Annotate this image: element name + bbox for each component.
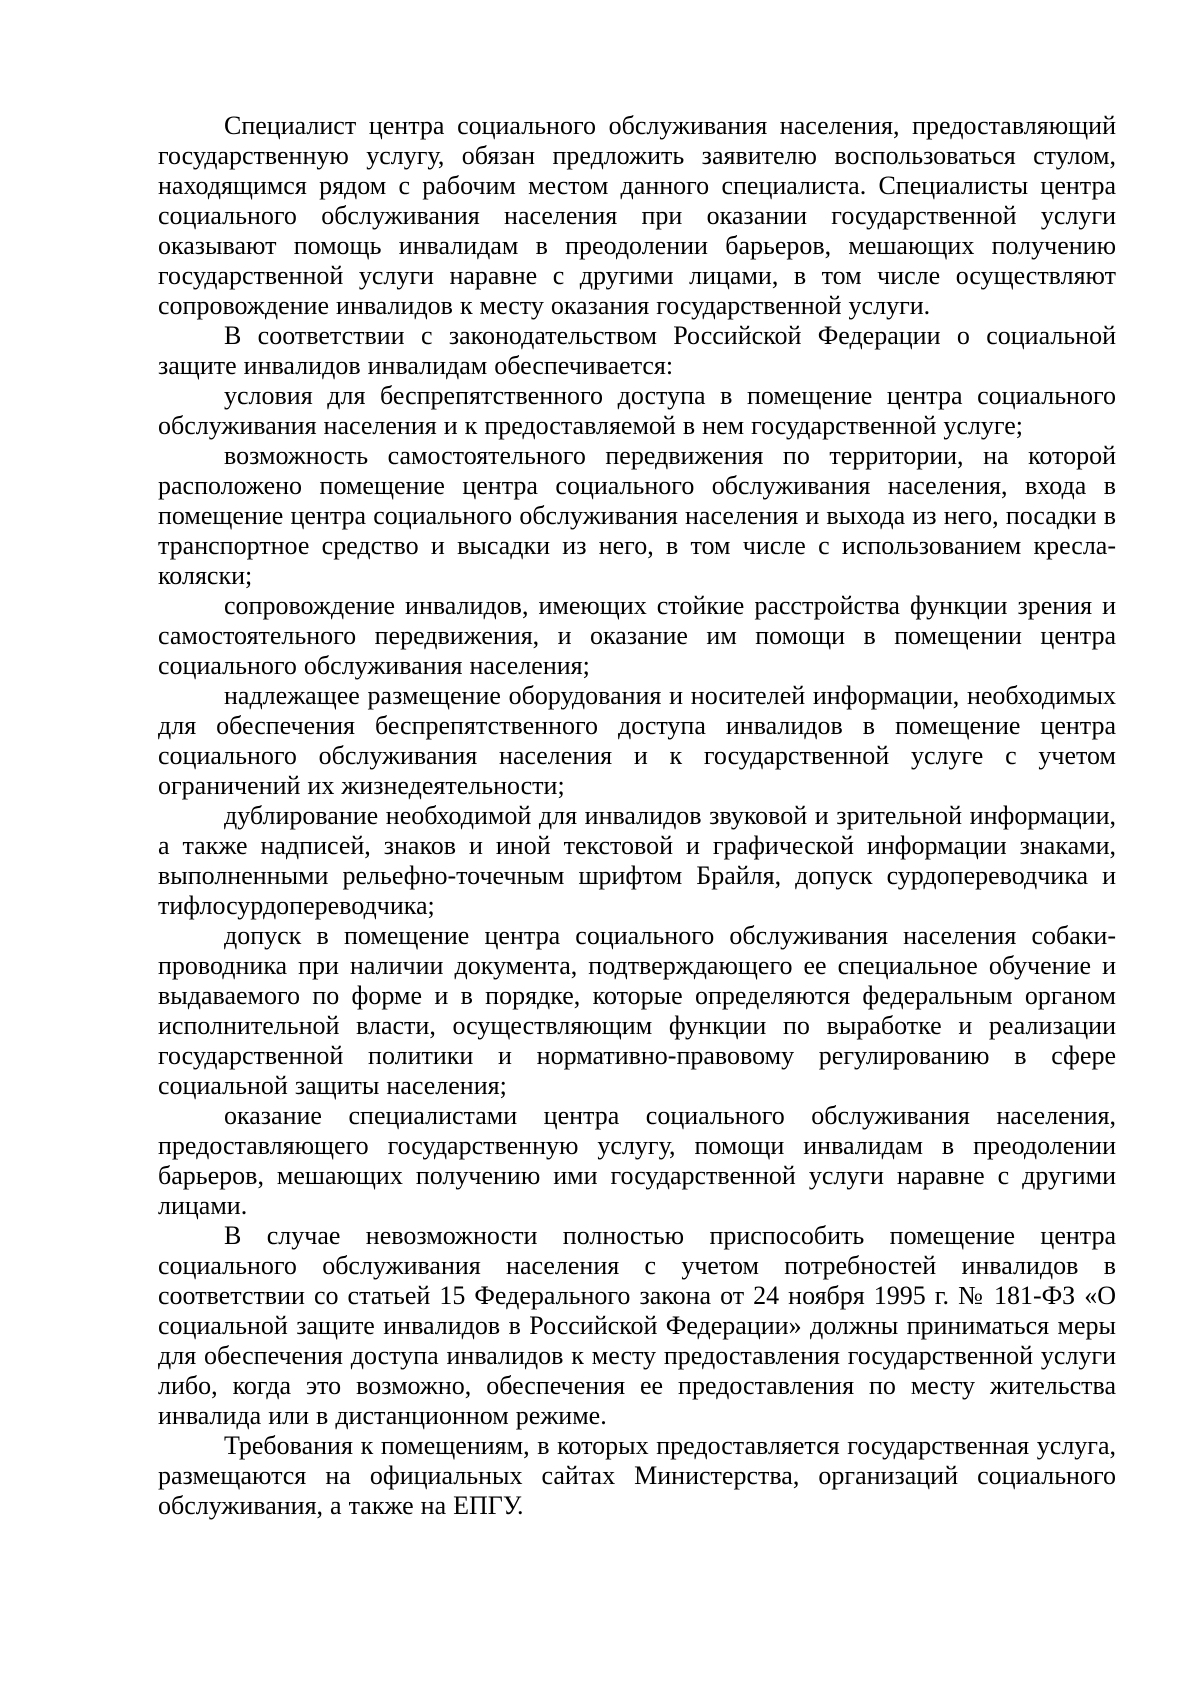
paragraph: условия для беспрепятственного доступа в помещение центра социального обслуживания населения и к предоставляемой в нем государственной услуге;: [158, 381, 1116, 440]
paragraph: Специалист центра социального обслуживания населения, предоставляющий государственную услугу, обязан предложить заявителю воспользоваться стулом, находящимся рядом с рабочим местом данного специалиста. Специалисты центра социального обслуживания населения при оказании государственной услуги оказывают помощь инвалидам в преодолении барьеров, мешающих получению государственной услуги наравне с другими лицами, в том числе осуществляют сопровождение инвалидов к месту оказания государственной услуги.: [158, 111, 1116, 320]
paragraph: дублирование необходимой для инвалидов звуковой и зрительной информации, а также надписей, знаков и иной текстовой и графической информации знаками, выполненными рельефно-точечным шрифтом Брайля, допуск сурдопереводчика и тифлосурдопереводчика;: [158, 801, 1116, 920]
paragraph: Требования к помещениям, в которых предоставляется государственная услуга, размещаются на официальных сайтах Министерства, организаций социального обслуживания, а также на ЕПГУ.: [158, 1431, 1116, 1520]
paragraph: В случае невозможности полностью приспособить помещение центра социального обслуживания населения с учетом потребностей инвалидов в соответствии со статьей 15 Федерального закона от 24 ноября 1995 г. № 181-ФЗ «О социальной защите инвалидов в Российской Федерации» должны приниматься меры для обеспечения доступа инвалидов к месту предоставления государственной услуги либо, когда это возможно, обеспечения ее предоставления по месту жительства инвалида или в дистанционном режиме.: [158, 1221, 1116, 1430]
paragraph: В соответствии с законодательством Российской Федерации о социальной защите инвалидов инвалидам обеспечивается:: [158, 321, 1116, 380]
paragraph: возможность самостоятельного передвижения по территории, на которой расположено помещение центра социального обслуживания населения, входа в помещение центра социального обслуживания населения и выхода из него, посадки в транспортное средство и высадки из него, в том числе с использованием кресла-коляски;: [158, 441, 1116, 590]
paragraph: оказание специалистами центра социального обслуживания населения, предоставляющего государственную услугу, помощи инвалидам в преодолении барьеров, мешающих получению ими государственной услуги наравне с другими лицами.: [158, 1101, 1116, 1220]
paragraph: надлежащее размещение оборудования и носителей информации, необходимых для обеспечения беспрепятственного доступа инвалидов в помещение центра социального обслуживания населения и к государственной услуге с учетом ограничений их жизнедеятельности;: [158, 681, 1116, 800]
document-body: [158, 111, 1116, 1521]
paragraph: допуск в помещение центра социального обслуживания населения собаки-проводника при наличии документа, подтверждающего ее специальное обучение и выдаваемого по форме и в порядке, которые определяются федеральным органом исполнительной власти, осуществляющим функции по выработке и реализации государственной политики и нормативно-правовому регулированию в сфере социальной защиты населения;: [158, 921, 1116, 1100]
paragraph: сопровождение инвалидов, имеющих стойкие расстройства функции зрения и самостоятельного передвижения, и оказание им помощи в помещении центра социального обслуживания населения;: [158, 591, 1116, 680]
